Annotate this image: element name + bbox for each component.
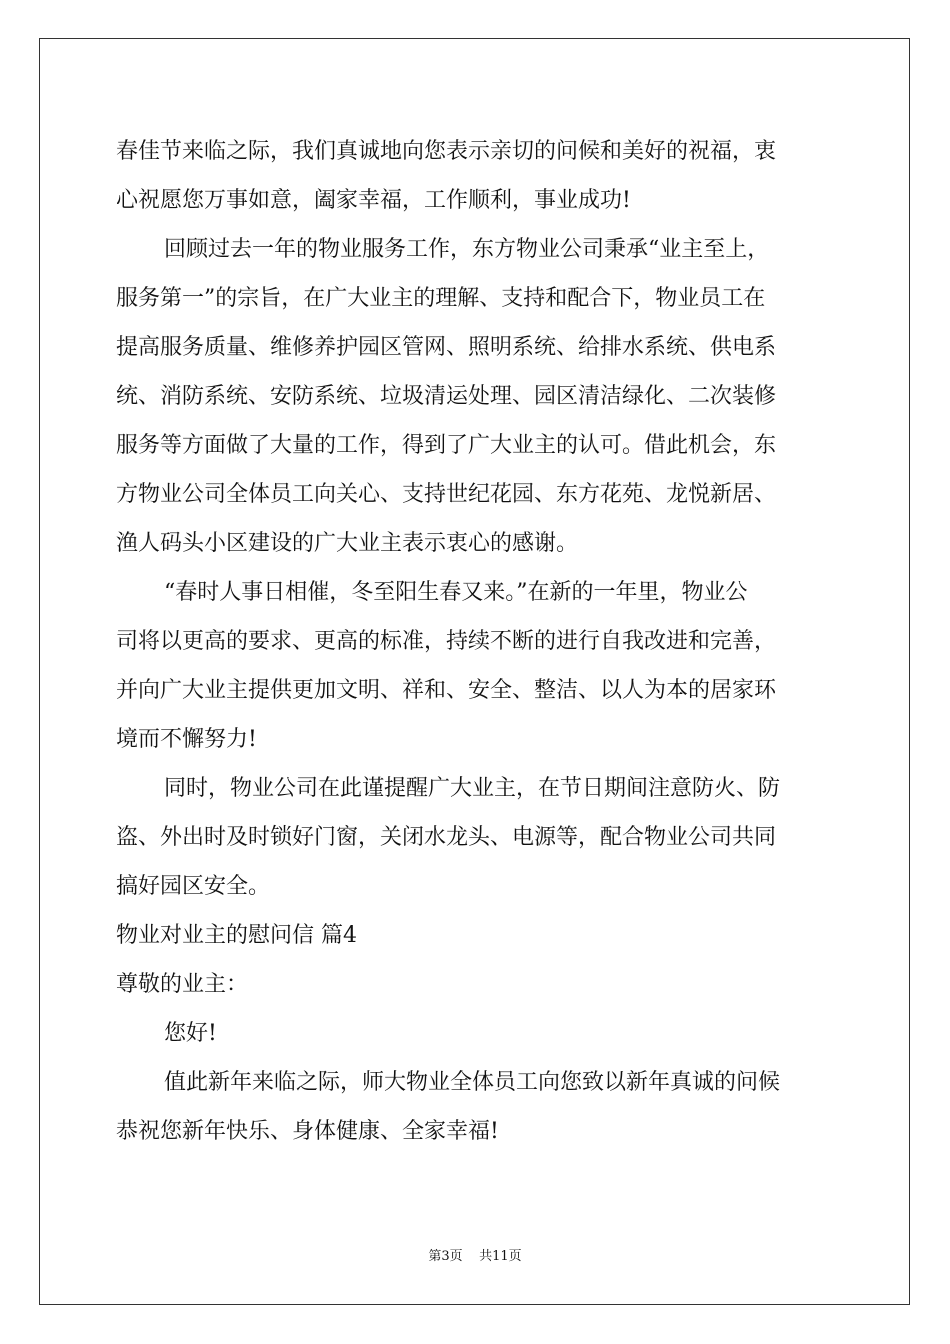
- text-line: 服务第一”的宗旨，在广大业主的理解、支持和配合下，物业员工在: [116, 286, 766, 311]
- text-line: 提高服务质量、维修养护园区管网、照明系统、给排水系统、供电系: [116, 335, 777, 360]
- total-pages: 共11页: [479, 1249, 522, 1264]
- text-line: 同时，物业公司在此谨提醒广大业主，在节日期间注意防火、防: [164, 776, 781, 801]
- text-line: 司将以更高的要求、更高的标准，持续不断的进行自我改进和完善，: [116, 629, 777, 654]
- text-line: 恭祝您新年快乐、身体健康、全家幸福!: [116, 1119, 499, 1144]
- text-line: 并向广大业主提供更加文明、祥和、安全、整洁、以人为本的居家环: [116, 678, 777, 703]
- text-line: 服务等方面做了大量的工作，得到了广大业主的认可。借此机会，东: [116, 433, 777, 458]
- text-line: 渔人码头小区建设的广大业主表示衷心的感谢。: [116, 531, 579, 556]
- text-line: 统、消防系统、安防系统、垃圾清运处理、园区清洁绿化、二次装修: [116, 384, 777, 409]
- text-line: 搞好园区安全。: [116, 874, 271, 899]
- text-line: 境而不懈努力!: [116, 727, 257, 752]
- page-footer: [0, 1248, 950, 1266]
- page-number: 第3页: [428, 1249, 463, 1264]
- text-line: 盗、外出时及时锁好门窗，关闭水龙头、电源等，配合物业公司共同: [116, 825, 777, 850]
- text-line: 方物业公司全体员工向关心、支持世纪花园、东方花苑、龙悦新居、: [116, 482, 777, 507]
- text-line: 值此新年来临之际，师大物业全体员工向您致以新年真诚的问候: [164, 1070, 781, 1095]
- document-body: [116, 127, 834, 1156]
- section-heading: 物业对业主的慰问信 篇4: [116, 923, 357, 948]
- text-line: 回顾过去一年的物业服务工作，东方物业公司秉承“业主至上，: [164, 237, 770, 262]
- text-line: “春时人事日相催，冬至阳生春又来。”在新的一年里，物业公: [164, 580, 748, 605]
- greeting: 您好!: [164, 1021, 217, 1046]
- salutation: 尊敬的业主：: [116, 972, 249, 997]
- text-line: 心祝愿您万事如意，阖家幸福，工作顺利，事业成功!: [116, 188, 631, 213]
- text-line: 春佳节来临之际，我们真诚地向您表示亲切的问候和美好的祝福，衷: [116, 139, 777, 164]
